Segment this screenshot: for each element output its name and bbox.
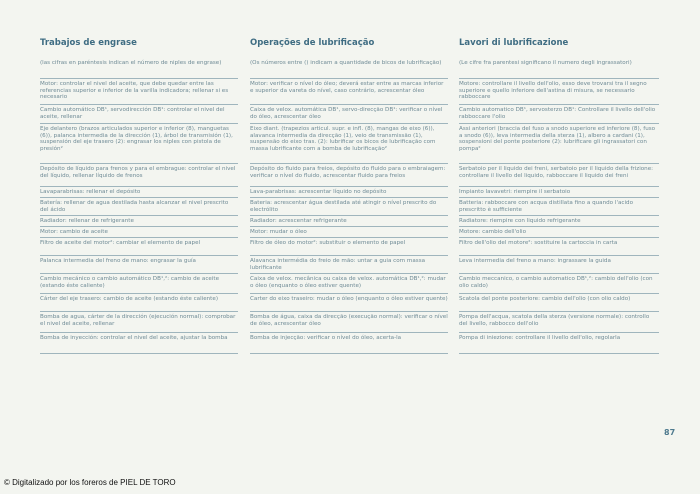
table-cell xyxy=(250,105,448,124)
table-cell xyxy=(40,198,238,216)
cell-text: Eje delantero (brazos articulados superior e inferior (8), manguetas (6)), palanca intermedia de la dirección (1), árbol de transmisión (1), suspensión del eje trasero (2): engrasar los niples con pistola de presión² xyxy=(40,126,233,152)
cell-text: Palanca intermedia del freno de mano: engrasar la guía xyxy=(40,258,196,264)
cell-text: Caixa de velox. automática DB¹, servo-direcção DB¹: verificar o nível do óleo, acrescentar óleo xyxy=(250,107,443,120)
table-cell xyxy=(459,227,659,238)
cell-text: Pompa di iniezione: controllare il livello dell'olio, regolarla xyxy=(459,335,621,341)
table-cell xyxy=(459,164,659,187)
table-cell xyxy=(250,164,448,187)
table-cell xyxy=(250,333,448,354)
cell-text: Cárter del eje trasero: cambio de aceite (estando éste caliente) xyxy=(40,296,219,302)
column-italian xyxy=(459,34,659,354)
rows-italian xyxy=(459,58,659,354)
cell-text: Leva intermedia del freno a mano: ingrassare la guida xyxy=(459,258,611,264)
cell-text: (Os números entre () indicam a quantidade de bicos de lubrificação) xyxy=(250,60,442,66)
table-cell xyxy=(40,164,238,187)
cell-text: Impianto lavavetri: riempire il serbatoio xyxy=(459,189,571,195)
table-cell xyxy=(250,256,448,274)
rows-portuguese xyxy=(250,58,448,354)
table-cell xyxy=(40,105,238,124)
rows-spanish xyxy=(40,58,238,354)
table-cell xyxy=(250,294,448,312)
cell-text: Radiador: acrescentar refrigerante xyxy=(250,218,347,224)
table-cell xyxy=(459,216,659,227)
cell-text: Motor: cambio de aceite xyxy=(40,229,108,235)
cell-text: Lavaparabrisas: rellenar el depósito xyxy=(40,189,141,195)
cell-text: (Le cifre fra parentesi significano il numero degli ingrassatori) xyxy=(459,60,632,66)
table-cell xyxy=(40,58,238,79)
cell-text: Carter do eixo traseiro: mudar o óleo (enquanto o óleo estiver quente) xyxy=(250,296,448,302)
table-cell xyxy=(40,124,238,164)
cell-text: Motor: controlar el nivel del aceite, que debe quedar entre las referencias superior e inferior de la varilla indicadora; rellenar si es necesario xyxy=(40,81,229,101)
table-cell xyxy=(250,58,448,79)
table-cell xyxy=(250,312,448,333)
table-cell xyxy=(40,238,238,256)
table-cell xyxy=(250,227,448,238)
cell-text: Bomba de inyección: controlar el nivel del aceite, ajustar la bomba xyxy=(40,335,228,341)
cell-text: Motore: controllare il livello dell'olio, esso deve trovarsi tra il segno superiore e quello inferiore dell'astina di misura, se necessario rabboccare xyxy=(459,81,647,101)
cell-text: Cambio automático DB¹, servodirección DB¹: controlar el nivel del aceite, rellenar xyxy=(40,107,225,120)
column-title-italian: Lavori di lubrificazione xyxy=(459,38,569,48)
table-cell xyxy=(40,216,238,227)
cell-text: Batería: rellenar de agua destilada hasta alcanzar el nivel prescrito del ácido xyxy=(40,200,229,213)
table-cell xyxy=(40,187,238,198)
cell-text: Pompa dell'acqua, scatola della sterza (versione normale): controllo del livello, rabbocco dell'olio xyxy=(459,314,650,327)
table-cell xyxy=(40,79,238,105)
table-cell xyxy=(459,198,659,216)
table-cell xyxy=(250,198,448,216)
column-title-portuguese: Operações de lubrificação xyxy=(250,38,375,48)
table-cell xyxy=(459,312,659,333)
cell-text: Batteria: rabboccare con acqua distillata fino a quando l'acido prescritto è sufficiente xyxy=(459,200,634,213)
column-title-spanish: Trabajos de engrase xyxy=(40,38,137,48)
cell-text: Serbatoio per il liquido dei freni, serbatoio per il liquido della frizione: controllare il livello del liquido, rabboccare il liquido dei freni xyxy=(459,166,654,179)
column-spanish xyxy=(40,34,238,354)
cell-text: Eixo diant. (trapezios articul. supr. e infl. (8), mangas de eixo (6)), alavanca intermedia da direcção (1), veio de transmissão (1), suspensão do eixo tras. (2): lubrificar os bicos de lubrificação com massa lubrificante com a bomba de lubrificação² xyxy=(250,126,436,152)
table-cell xyxy=(459,79,659,105)
table-cell xyxy=(250,79,448,105)
cell-text: Alavanca intermédia do freio de mão: untar a guia com massa lubrificante xyxy=(250,258,426,271)
cell-text: Caixa de velox. mecânica ou caixa de velox. automática DB¹,²: mudar o óleo (enquanto o óleo estiver quente) xyxy=(250,276,446,289)
cell-text: (las cifras en paréntesis indican el número de niples de engrase) xyxy=(40,60,222,66)
cell-text: Filtro de aceite del motor²: cambiar el elemento de papel xyxy=(40,240,201,246)
column-portuguese xyxy=(250,34,448,354)
cell-text: Depósito de líquido para frenos y para el embrague: controlar el nivel del líquido, rellenar líquido de frenos xyxy=(40,166,236,179)
cell-text: Scatola del ponte posteriore: cambio dell'olio (con olio caldo) xyxy=(459,296,631,302)
cell-text: Bomba de água, caixa da direcção (execução normal): verificar o nível de óleo, acrescentar óleo xyxy=(250,314,448,327)
cell-text: Motor: verificar o nível do óleo; deverá estar entre as marcas inferior e superior da vareta do nível, caso contrário, acrescentar óleo xyxy=(250,81,444,94)
table-cell xyxy=(459,238,659,256)
table-cell xyxy=(40,227,238,238)
cell-text: Motore: cambio dell'olio xyxy=(459,229,526,235)
table-cell xyxy=(459,256,659,274)
table-cell xyxy=(40,294,238,312)
table-cell xyxy=(459,274,659,294)
table-cell xyxy=(40,333,238,354)
footer-credit: © Digitalizado por los foreros de PIEL DE TORO xyxy=(4,478,176,487)
table-cell xyxy=(459,187,659,198)
cell-text: Motor: mudar o óleo xyxy=(250,229,307,235)
cell-text: Radiador: rellenar de refrigerante xyxy=(40,218,134,224)
table-cell xyxy=(40,256,238,274)
table-cell xyxy=(459,58,659,79)
table-cell xyxy=(250,216,448,227)
table-cell xyxy=(250,187,448,198)
cell-text: Bomba de injecção: verificar o nível do óleo, acerta-la xyxy=(250,335,402,341)
cell-text: Assi anteriori (braccia del fuso a snodo superiore ed inferiore (8), fuso a snodo (6)), leva intermedia della sterza (1), albero a cardani (1), sospensioni del ponte posteriore (2): lubrificare gli ingrassatori con pompa² xyxy=(459,126,656,152)
cell-text: Filtro dell'olio del motore²: sostituire la cartoccia in carta xyxy=(459,240,618,246)
cell-text: Filtro de óleo do motor²: substituir o elemento de papel xyxy=(250,240,406,246)
table-cell xyxy=(250,238,448,256)
cell-text: Bomba de agua, cárter de la dirección (ejecución normal): comprobar el nivel del aceite, rellenar xyxy=(40,314,236,327)
table-cell xyxy=(459,124,659,164)
cell-text: Cambio meccanico, o cambio automatico DB¹,²: cambio dell'olio (con olio caldo) xyxy=(459,276,653,289)
table-cell xyxy=(250,124,448,164)
table-cell xyxy=(40,274,238,294)
cell-text: Cambio automatico DB¹, servosterzo DB¹: Controllare il livello dell'olio rabboccare l'olio xyxy=(459,107,656,120)
cell-text: Depósito do fluido para freios, depósito do fluido para o embraiagem: verificar o nível do fluido, acrescentar fluido para freios xyxy=(250,166,446,179)
cell-text: Bateria: acrescentar água destilada até atingir o nível prescrito do electrólito xyxy=(250,200,437,213)
cell-text: Cambio mecánico o cambio automático DB¹,²: cambio de aceite (estando éste caliente) xyxy=(40,276,220,289)
cell-text: Radiatore: riempire con liquido refrigerante xyxy=(459,218,581,224)
table-cell xyxy=(250,274,448,294)
table-cell xyxy=(459,333,659,354)
table-cell xyxy=(40,312,238,333)
cell-text: Lava-parabrisas: acrescentar líquido no depósito xyxy=(250,189,387,195)
page-number: 87 xyxy=(664,428,676,437)
table-cell xyxy=(459,105,659,124)
table-cell xyxy=(459,294,659,312)
